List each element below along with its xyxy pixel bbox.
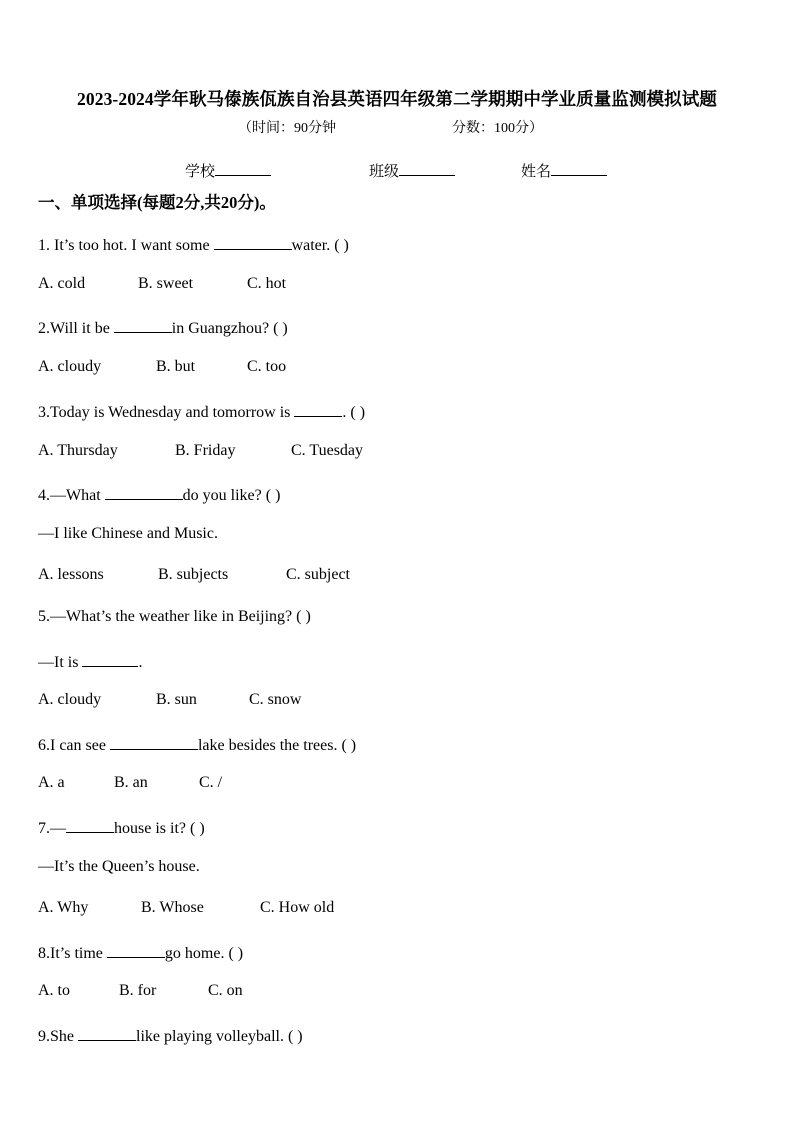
- question-9: [38, 1024, 303, 1046]
- question-text: 8.It’s time: [38, 945, 107, 962]
- class-field[interactable]: [369, 160, 455, 181]
- options-6: [38, 774, 222, 792]
- question-5-response: [38, 650, 142, 672]
- options-3: [38, 442, 363, 460]
- option-b[interactable]: B. Whose: [141, 899, 204, 916]
- exam-time: （时间：90分钟: [238, 121, 336, 136]
- answer-blank[interactable]: [105, 483, 183, 500]
- question-text: 6.I can see: [38, 737, 110, 754]
- question-1: [38, 233, 349, 255]
- option-b[interactable]: B. for: [119, 982, 157, 999]
- question-7: [38, 816, 205, 838]
- question-8: [38, 941, 243, 963]
- option-b[interactable]: B. but: [156, 358, 196, 375]
- class-blank[interactable]: [399, 160, 455, 176]
- question-text: 9.She: [38, 1028, 78, 1045]
- question-text: 4.—What: [38, 487, 105, 504]
- exam-score: 分数：100分）: [452, 121, 543, 136]
- question-text: like playing volleyball. ( ): [136, 1028, 303, 1045]
- question-text: in Guangzhou? ( ): [171, 320, 288, 337]
- school-field[interactable]: [185, 160, 271, 181]
- option-c[interactable]: C. on: [208, 982, 243, 999]
- options-8: [38, 982, 243, 1000]
- question-text: 1. It’s too hot. I want some: [38, 237, 214, 254]
- question-3: [38, 400, 365, 422]
- option-c[interactable]: C. /: [199, 774, 223, 791]
- answer-blank[interactable]: [82, 650, 138, 667]
- question-4-response: —I like Chinese and Music.: [38, 525, 218, 542]
- question-text: go home. ( ): [164, 945, 244, 962]
- option-a[interactable]: A. cold: [38, 275, 86, 292]
- option-c[interactable]: C. How old: [260, 899, 335, 916]
- name-field[interactable]: [521, 160, 607, 181]
- answer-blank[interactable]: [110, 733, 198, 750]
- question-text: house is it? ( ): [114, 820, 205, 837]
- options-5: [38, 691, 301, 709]
- class-label: 班级: [369, 164, 400, 180]
- option-b[interactable]: B. sweet: [138, 275, 194, 292]
- option-a[interactable]: A. Why: [38, 899, 89, 916]
- option-b[interactable]: B. subjects: [158, 566, 229, 583]
- name-blank[interactable]: [551, 160, 607, 176]
- option-a[interactable]: A. lessons: [38, 566, 104, 583]
- option-c[interactable]: C. hot: [247, 275, 287, 292]
- answer-blank[interactable]: [114, 316, 172, 333]
- option-a[interactable]: A. to: [38, 982, 70, 999]
- question-text: 7.—: [38, 820, 66, 837]
- question-text: .: [138, 654, 143, 671]
- answer-blank[interactable]: [294, 400, 342, 417]
- option-c[interactable]: C. Tuesday: [291, 442, 364, 459]
- option-c[interactable]: C. too: [247, 358, 287, 375]
- page-title: 2023-2024学年耿马傣族佤族自治县英语四年级第二学期期中学业质量监测模拟试题: [77, 89, 717, 109]
- question-2: [38, 316, 288, 338]
- options-1: [38, 275, 286, 293]
- option-b[interactable]: B. Friday: [175, 442, 236, 459]
- options-4: [38, 566, 350, 584]
- name-label: 姓名: [521, 164, 552, 180]
- question-text: 2.Will it be: [38, 320, 114, 337]
- question-7-response: —It’s the Queen’s house.: [38, 858, 200, 875]
- option-a[interactable]: A. cloudy: [38, 691, 102, 708]
- question-6: [38, 733, 356, 755]
- option-b[interactable]: B. sun: [156, 691, 197, 708]
- question-text: lake besides the trees. ( ): [197, 737, 357, 754]
- question-text: 3.Today is Wednesday and tomorrow is: [38, 404, 295, 421]
- question-4: [38, 483, 280, 505]
- question-text: water. ( ): [291, 237, 349, 254]
- answer-blank[interactable]: [78, 1024, 136, 1041]
- option-a[interactable]: A. cloudy: [38, 358, 102, 375]
- option-a[interactable]: A. a: [38, 774, 65, 791]
- option-b[interactable]: B. an: [114, 774, 148, 791]
- option-c[interactable]: C. subject: [286, 566, 350, 583]
- options-2: [38, 358, 286, 376]
- answer-blank[interactable]: [214, 233, 292, 250]
- section-heading: 一、单项选择(每题2分,共20分)。: [38, 193, 276, 212]
- school-label: 学校: [185, 164, 216, 180]
- question-text: do you like? ( ): [182, 487, 281, 504]
- question-text: —It is: [38, 654, 83, 671]
- option-c[interactable]: C. snow: [249, 691, 302, 708]
- answer-blank[interactable]: [66, 816, 114, 833]
- question-text: . ( ): [342, 404, 366, 421]
- question-5: 5.—What’s the weather like in Beijing? ( ): [38, 608, 311, 625]
- options-7: [38, 899, 334, 917]
- school-blank[interactable]: [215, 160, 271, 176]
- answer-blank[interactable]: [107, 941, 165, 958]
- option-a[interactable]: A. Thursday: [38, 442, 118, 459]
